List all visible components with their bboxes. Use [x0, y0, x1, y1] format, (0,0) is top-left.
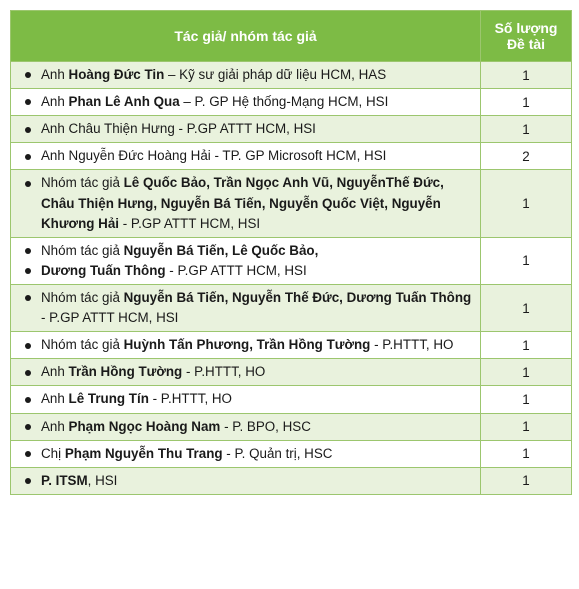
- count-cell: 1: [481, 284, 572, 331]
- author-name: Phạm Nguyễn Thu Trang: [64, 445, 223, 461]
- header-count: [481, 11, 572, 62]
- count-cell: 1: [481, 89, 572, 116]
- author-text: Anh: [41, 67, 69, 82]
- bullet-icon: [25, 451, 31, 457]
- author-name: Lê Trung Tín: [68, 391, 149, 407]
- author-text: - P. Quản trị, HSC: [222, 445, 333, 461]
- author-text: Anh Châu Thiện Hưng - P.GP ATTT HCM, HSI: [41, 121, 316, 137]
- author-cell: [11, 116, 481, 143]
- count-cell: 1: [481, 332, 572, 359]
- bullet-icon: [25, 154, 31, 160]
- author-cell: [11, 332, 481, 359]
- count-cell: 1: [481, 467, 572, 494]
- author-line: [15, 288, 474, 328]
- count-cell: 1: [481, 440, 572, 467]
- author-line: [15, 335, 474, 355]
- table-row: [11, 284, 572, 331]
- bullet-icon: [25, 424, 31, 430]
- author-line: [15, 471, 474, 491]
- count-cell: 1: [481, 62, 572, 89]
- author-line: [15, 65, 474, 85]
- author-text: Nhóm tác giả: [41, 289, 124, 305]
- author-name: Lê Quốc Bảo, Trần Ngọc Anh Vũ, NguyễnThế Đức, Châu Thiện Hưng, Nguyễn Bá Tiến, Nguyễn Quốc Việt, Nguyễn Khương Hải: [41, 175, 444, 231]
- author-text: – P. GP Hệ thống-Mạng HCM, HSI: [179, 94, 389, 110]
- author-cell: [11, 62, 481, 89]
- author-line: [15, 417, 474, 437]
- count-cell: 1: [481, 170, 572, 237]
- author-cell: [11, 359, 481, 386]
- author-text: - P.GP ATTT HCM, HSI: [118, 215, 261, 231]
- author-text: Nhóm tác giả: [41, 337, 124, 353]
- bullet-icon: [25, 478, 31, 484]
- table-row: [11, 440, 572, 467]
- author-line: [15, 241, 474, 261]
- table-row: [11, 170, 572, 237]
- author-name: Nguyễn Bá Tiến, Lê Quốc Bảo,: [123, 242, 319, 258]
- author-line: [15, 173, 474, 233]
- author-line: [15, 119, 474, 139]
- bullet-icon: [25, 248, 31, 254]
- author-name: Hoàng Đức Tin: [68, 67, 165, 82]
- bullet-icon: [25, 295, 31, 301]
- header-count-line1: Số lượng: [494, 20, 558, 36]
- author-name: Nguyễn Bá Tiến, Nguyễn Thế Đức, Dương Tuấn Thông: [123, 289, 472, 305]
- table-row: [11, 332, 572, 359]
- table-row: [11, 386, 572, 413]
- count-cell: 1: [481, 413, 572, 440]
- author-text: - P.GP ATTT HCM, HSI: [165, 262, 307, 278]
- author-text: – Kỹ sư giải pháp dữ liệu HCM, HAS: [164, 67, 387, 82]
- count-cell: 1: [481, 116, 572, 143]
- author-line: [15, 444, 474, 464]
- author-cell: [11, 413, 481, 440]
- table-row: [11, 237, 572, 284]
- author-line: [15, 362, 474, 382]
- author-cell: [11, 386, 481, 413]
- table-row: [11, 413, 572, 440]
- author-text: Anh: [41, 418, 69, 434]
- table-row: [11, 116, 572, 143]
- author-text: Anh Nguyễn Đức Hoàng Hải - TP. GP Microsoft HCM, HSI: [41, 148, 387, 164]
- author-name: Trần Hồng Tường: [68, 364, 183, 380]
- table-row: [11, 467, 572, 494]
- count-cell: 2: [481, 143, 572, 170]
- author-cell: [11, 237, 481, 284]
- header-count-line2: Đề tài: [506, 36, 546, 52]
- bullet-icon: [25, 268, 31, 274]
- table-row: [11, 359, 572, 386]
- author-cell: [11, 467, 481, 494]
- bullet-icon: [25, 72, 31, 78]
- author-cell: [11, 284, 481, 331]
- author-name: Phan Lê Anh Qua: [68, 94, 180, 110]
- author-text: - P.HTTT, HO: [148, 391, 232, 407]
- bullet-icon: [25, 181, 31, 187]
- table-row: [11, 89, 572, 116]
- author-name: P. ITSM: [41, 472, 88, 488]
- author-name: Phạm Ngọc Hoàng Nam: [68, 418, 221, 434]
- count-cell: 1: [481, 359, 572, 386]
- author-text: Nhóm tác giả: [41, 242, 124, 258]
- author-line: [15, 261, 474, 281]
- table-row: [11, 62, 572, 89]
- author-text: - P.GP ATTT HCM, HSI: [41, 310, 179, 326]
- author-text: Anh: [41, 364, 69, 380]
- author-line: [15, 146, 474, 166]
- author-name: Dương Tuấn Thông: [41, 262, 166, 278]
- header-row: [11, 11, 572, 62]
- author-text: , HSI: [87, 472, 118, 488]
- table-row: [11, 143, 572, 170]
- author-line: [15, 389, 474, 409]
- author-text: - P. BPO, HSC: [220, 418, 311, 434]
- author-cell: [11, 170, 481, 237]
- header-author: Tác giả/ nhóm tác giả: [11, 11, 481, 62]
- author-text: - P.HTTT, HO: [370, 337, 454, 353]
- author-cell: [11, 143, 481, 170]
- bullet-icon: [25, 127, 31, 133]
- authors-table: [10, 10, 572, 495]
- author-text: Chị: [41, 445, 65, 461]
- author-text: Nhóm tác giả: [41, 175, 124, 191]
- bullet-icon: [25, 99, 31, 105]
- author-name: Huỳnh Tấn Phương, Trần Hồng Tường: [123, 337, 371, 353]
- bullet-icon: [25, 343, 31, 349]
- table-body: [11, 62, 572, 495]
- author-text: - P.HTTT, HO: [182, 364, 266, 380]
- author-cell: [11, 440, 481, 467]
- author-text: Anh: [41, 391, 69, 407]
- author-cell: [11, 89, 481, 116]
- author-line: [15, 92, 474, 112]
- bullet-icon: [25, 397, 31, 403]
- author-text: Anh: [41, 94, 69, 110]
- count-cell: 1: [481, 237, 572, 284]
- bullet-icon: [25, 370, 31, 376]
- count-cell: 1: [481, 386, 572, 413]
